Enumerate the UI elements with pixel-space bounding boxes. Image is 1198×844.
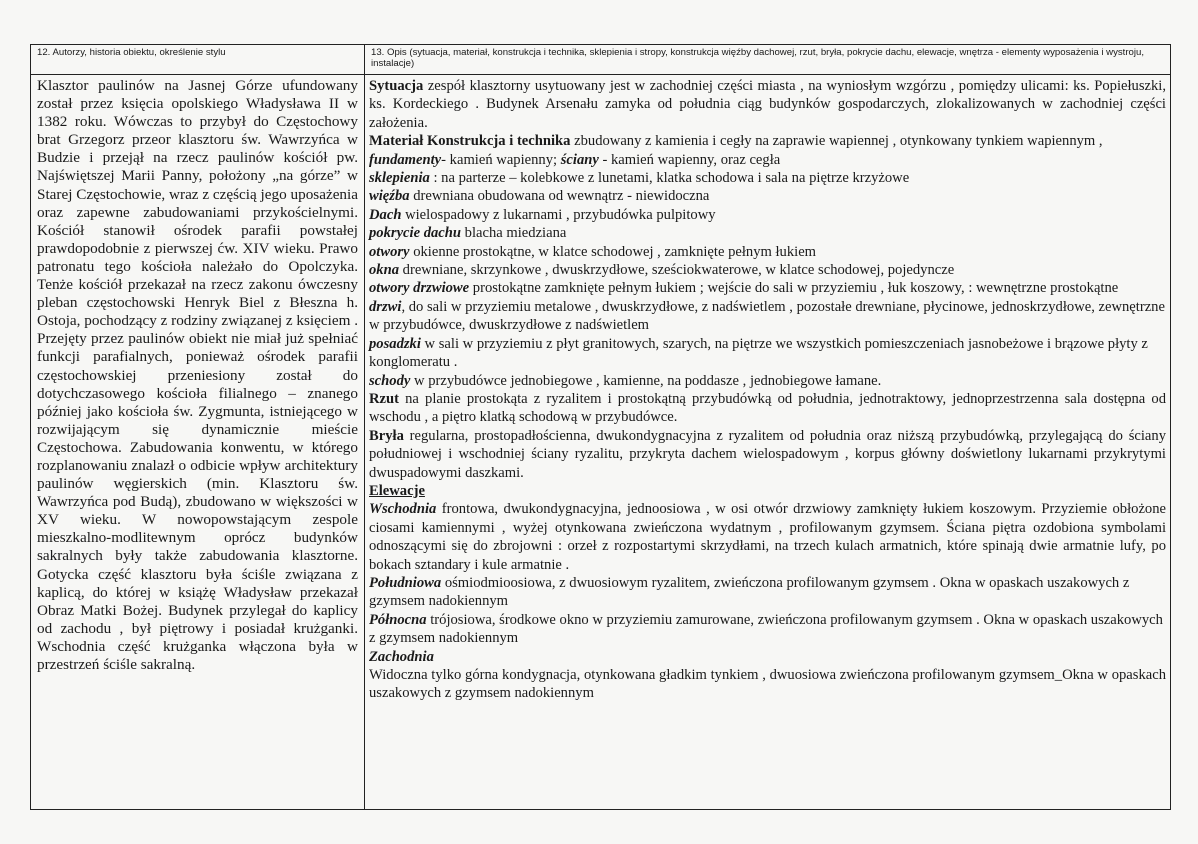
label-sciany: ściany — [560, 151, 599, 168]
desc-sytuacja: Sytuacja zespół klasztorny usytuowany jest w zachodniej części miasta , na wyniosłym wzgórzu , pomiędzy ulicami: ks. Popiełuszki, ks. Kordeckiego . Budynek Arsenału zamyka od południa ciąg budynków gospodarczych, zlokalizowanych w zachodniej części założenia. — [369, 78, 1166, 131]
header-row — [31, 45, 1171, 75]
label-rzut: Rzut — [369, 390, 399, 407]
description-cell — [365, 75, 1171, 810]
label-bryla: Bryła — [369, 427, 404, 444]
desc-otwory-drzwiowe: otwory drzwiowe prostokątne zamknięte pełnym łukiem ; wejście do sali w przyziemiu , łuk koszowy, : wewnętrzne prostokątne — [369, 280, 1119, 297]
label-otwory: otwory — [369, 243, 410, 260]
label-material: Materiał Konstrukcja i technika — [369, 133, 571, 150]
label-sklepienia: sklepienia — [369, 170, 430, 187]
desc-wschodnia: Wschodnia frontowa, dwukondygnacyjna, jednoosiowa , w osi otwór drzwiowy zamknięty łukiem koszowym. Przyziemie obłożone ciosami kamiennymi , wyżej otynkowana zwieńczona wydatnym , profilowanym gzymsem. Ściana piętra ozdobiona symbolami odnoszącymi się do zbrojowni : orzeł z rozpostartymi skrzydłami, na trzech kulach armatnich, które spinają dwie armatnie lufy, po bokach sztandary i kule armatnie . — [369, 501, 1166, 573]
content-row — [31, 75, 1171, 810]
desc-zachodnia-heading — [369, 648, 1166, 666]
history-cell — [31, 75, 365, 810]
label-okna: okna — [369, 262, 400, 279]
desc-polnocna: Północna trójosiowa, środkowe okno w przyziemiu zamurowane, zwieńczona profilowanym gzymsem . Okna w opaskach uszakowych z gzymsem nadokiennym — [369, 611, 1163, 647]
label-zachodnia: Zachodnia — [369, 648, 434, 665]
history-text: Klasztor paulinów na Jasnej Górze ufundowany został przez księcia opolskiego Władysława II w 1382 roku. Wówczas to przybył do Częstochowy brat Grzegorz przeor klasztoru św. Wawrzyńca w Budzie i przejął na rzecz paulinów kościół pw. Najświętszej Marii Panny, położony „na górze” w Starej Częstochowie, wraz z częścią jego uposażenia oraz zapewne zabudowaniami przykościelnymi. Kościół stanowił ośrodek parafii powstałej prawdopodobnie z pierwszej ćw. XIV wieku. Prawo patronatu tego kościoła należało do Opolczyka. Tenże kościół przekazał na rzecz zakonu ówczesny pleban częstochowski Henryk Biel z Błeszna h. Ostoja, pochodzący z rodziny związanej z księciem . Przejęty przez paulinów obiekt nie miał już spełniać funkcji parafialnych, ponieważ ośrodek parafii częstochowskiej przeniesiony został do dotychczasowego kościoła filialnego – znanego później jako kościoła św. Zygmunta, istniejącego w rozwijającym się dynamicznie mieście Częstochowa. Zabudowania konwentu, w którego rozplanowaniu znalazł o odbicie wpływ architektury paulinów węgierskich (min. Klasztoru św. Wawrzyńca pod Budą), zbudowano w większości w XV wieku. W nowopowstającym zespole mieszkalno-modlitewnym oprócz budynków sakralnych były także zabudowania klasztorne. Gotycka część klasztoru była ściśle związana z kaplicą, do której w książę Władysław przekazał Obraz Matki Bożej. Budynek przylegał do kaplicy od zachodu , był piętrowy i posiadał krużganki. Wschodnia część krużganka włączona była w przestrzeń ściśle sakralną. — [37, 77, 358, 673]
header-history: 12. Autorzy, historia obiektu, określenie stylu — [31, 45, 365, 75]
label-otwory-drzwiowe: otwory drzwiowe — [369, 280, 470, 297]
label-dach: Dach — [369, 206, 402, 223]
desc-drzwi: drzwi, do sali w przyziemiu metalowe , dwuskrzydłowe, z nadświetlem , pozostałe drewniane, płycinowe, jednoskrzydłowe, zewnętrzne w przybudówce, dwuskrzydłowe z nadświetlem — [369, 298, 1165, 334]
label-polnocna: Północna — [369, 611, 427, 628]
desc-pokrycie: pokrycie dachu blacha miedziana — [369, 225, 567, 242]
label-poludniowa: Południowa — [369, 574, 442, 591]
label-schody: schody — [369, 372, 411, 389]
header-description: 13. Opis (sytuacja, materiał, konstrukcja i technika, sklepienia i stropy, konstrukcja więźby dachowej, rzut, bryła, pokrycie dachu, elewacje, wnętrza - elementy wyposażenia i wystroju, instalacje) — [365, 45, 1171, 75]
label-elewacje: Elewacje — [369, 482, 425, 499]
desc-poludniowa: Południowa ośmiodmioosiowa, z dwuosiowym ryzalitem, zwieńczona profilowanym gzymsem . Okna w opaskach uszakowych z gzymsem nadokiennym — [369, 574, 1130, 610]
label-pokrycie: pokrycie dachu — [369, 225, 462, 242]
inventory-form-table — [30, 44, 1171, 810]
desc-schody: schody w przybudówce jednobiegowe , kamienne, na poddasze , jednobiegowe łamane. — [369, 372, 882, 389]
desc-bryla: Bryła regularna, prostopadłościenna, dwukondygnacyjna z ryzalitem od południa oraz niższą przybudówką, przylegającą do ściany południowej i wschodniej ściany ryzalitu, przykryta dachem wielospadowym , korpus główny doświetlony lukarnami przykrytymi dwuspadowymi daszkami. — [369, 427, 1166, 481]
desc-elewacje — [369, 482, 1166, 500]
desc-sklepienia: sklepienia : na parterze – kolebkowe z lunetami, klatka schodowa i sala na piętrze krzyżowe — [369, 170, 910, 187]
desc-posadzki: posadzki w sali w przyziemiu z płyt granitowych, szarych, na piętrze we wszystkich pomieszczeniach jasnobeżowe i brązowe płyty z konglomeratu . — [369, 335, 1148, 371]
label-drzwi: drzwi — [369, 298, 402, 315]
label-wschodnia: Wschodnia — [369, 501, 437, 518]
desc-dach: Dach wielospadowy z lukarnami , przybudówka pulpitowy — [369, 206, 716, 223]
label-fundamenty: fundamenty — [369, 151, 442, 168]
desc-rzut: Rzut na planie prostokąta z ryzalitem i prostokątną przybudówką od południa, jednotraktowy, jednoprzestrzenna sala dostępna od wschodu , a piętro klatką schodową w przybudówce. — [369, 390, 1166, 426]
desc-zachodnia: Widoczna tylko górna kondygnacja, otynkowana gładkim tynkiem , dwuosiowa zwieńczona profilowanym gzymsem_Okna w opaskach uszakowych z gzymsem nadokiennym — [369, 667, 1166, 702]
desc-okna: okna drewniane, skrzynkowe , dwuskrzydłowe, sześciokwaterowe, w klatce schodowej, pojedyncze — [369, 262, 955, 279]
desc-material: Materiał Konstrukcja i technika zbudowany z kamienia i cegły na zaprawie wapiennej , otynkowany tynkiem wapiennym , fundamenty- kamień wapienny; ściany - kamień wapienny, oraz cegła — [369, 133, 1103, 168]
label-wiezba: więźba — [369, 188, 410, 205]
desc-wiezba: więźba drewniana obudowana od wewnątrz - niewidoczna — [369, 188, 710, 205]
label-posadzki: posadzki — [369, 335, 421, 352]
desc-otwory: otwory okienne prostokątne, w klatce schodowej , zamknięte pełnym łukiem — [369, 243, 817, 260]
label-sytuacja: Sytuacja — [369, 78, 424, 94]
